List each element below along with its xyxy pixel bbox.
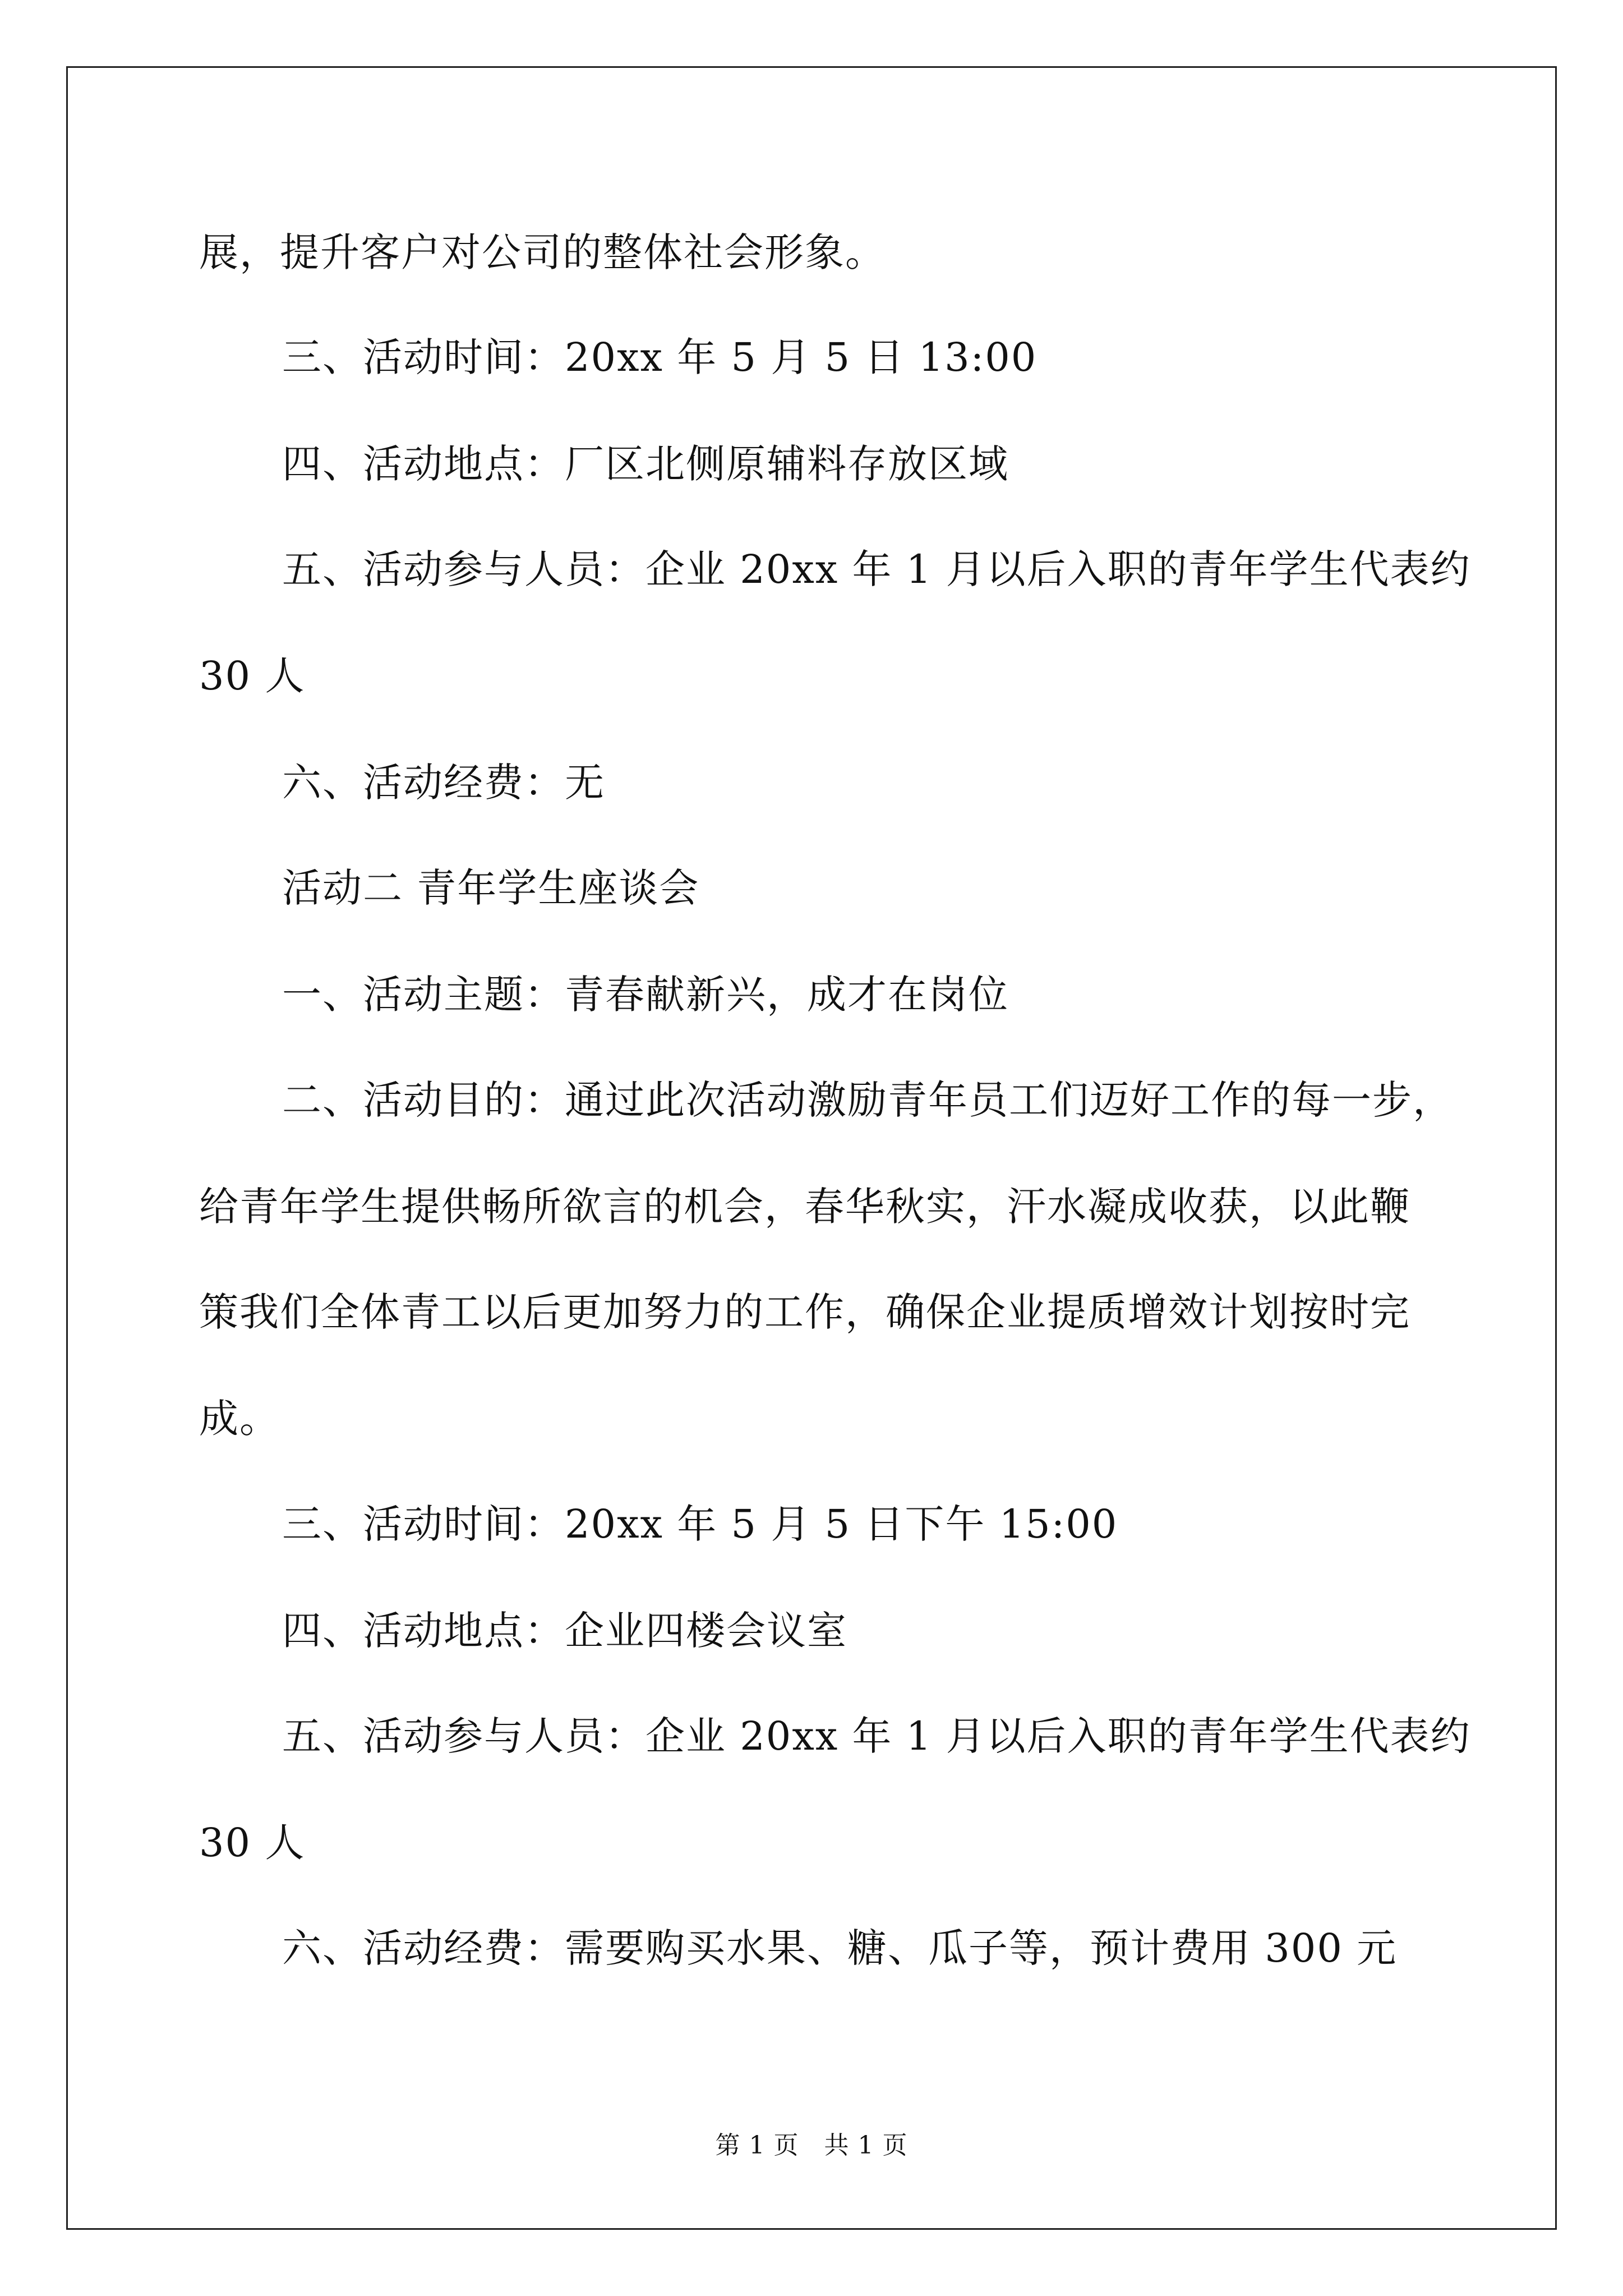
paragraph-line-12: 成。 xyxy=(199,1396,280,1442)
paragraph-line-4: 五、活动参与人员：企业 20xx 年 1 月以后入职的青年学生代表约 xyxy=(282,546,1471,592)
paragraph-line-6: 六、活动经费：无 xyxy=(282,760,605,806)
paragraph-line-13: 三、活动时间：20xx 年 5 月 5 日下午 15:00 xyxy=(282,1501,1118,1547)
page-border xyxy=(66,66,1557,2230)
paragraph-line-16: 30 人 xyxy=(199,1820,306,1866)
paragraph-line-10: 给青年学生提供畅所欲言的机会，春华秋实，汗水凝成收获，以此鞭 xyxy=(199,1184,1410,1230)
paragraph-line-3: 四、活动地点：厂区北侧原辅料存放区域 xyxy=(282,441,1009,487)
paragraph-line-17: 六、活动经费：需要购买水果、糖、瓜子等，预计费用 300 元 xyxy=(282,1925,1398,1971)
paragraph-line-2: 三、活动时间：20xx 年 5 月 5 日 13:00 xyxy=(282,334,1038,380)
paragraph-line-8: 一、活动主题：青春献新兴，成才在岗位 xyxy=(282,972,1009,1018)
page-footer: 第 1 页 共 1 页 xyxy=(715,2131,908,2160)
paragraph-line-11: 策我们全体青工以后更加努力的工作，确保企业提质增效计划按时完 xyxy=(199,1289,1410,1335)
section-heading: 活动二 青年学生座谈会 xyxy=(282,865,700,911)
paragraph-line-15: 五、活动参与人员：企业 20xx 年 1 月以后入职的青年学生代表约 xyxy=(282,1713,1471,1759)
paragraph-line-1: 展，提升客户对公司的整体社会形象。 xyxy=(199,229,886,275)
paragraph-line-9: 二、活动目的：通过此次活动激励青年员工们迈好工作的每一步， xyxy=(282,1077,1453,1123)
paragraph-line-5: 30 人 xyxy=(199,653,306,699)
paragraph-line-14: 四、活动地点：企业四楼会议室 xyxy=(282,1608,847,1654)
